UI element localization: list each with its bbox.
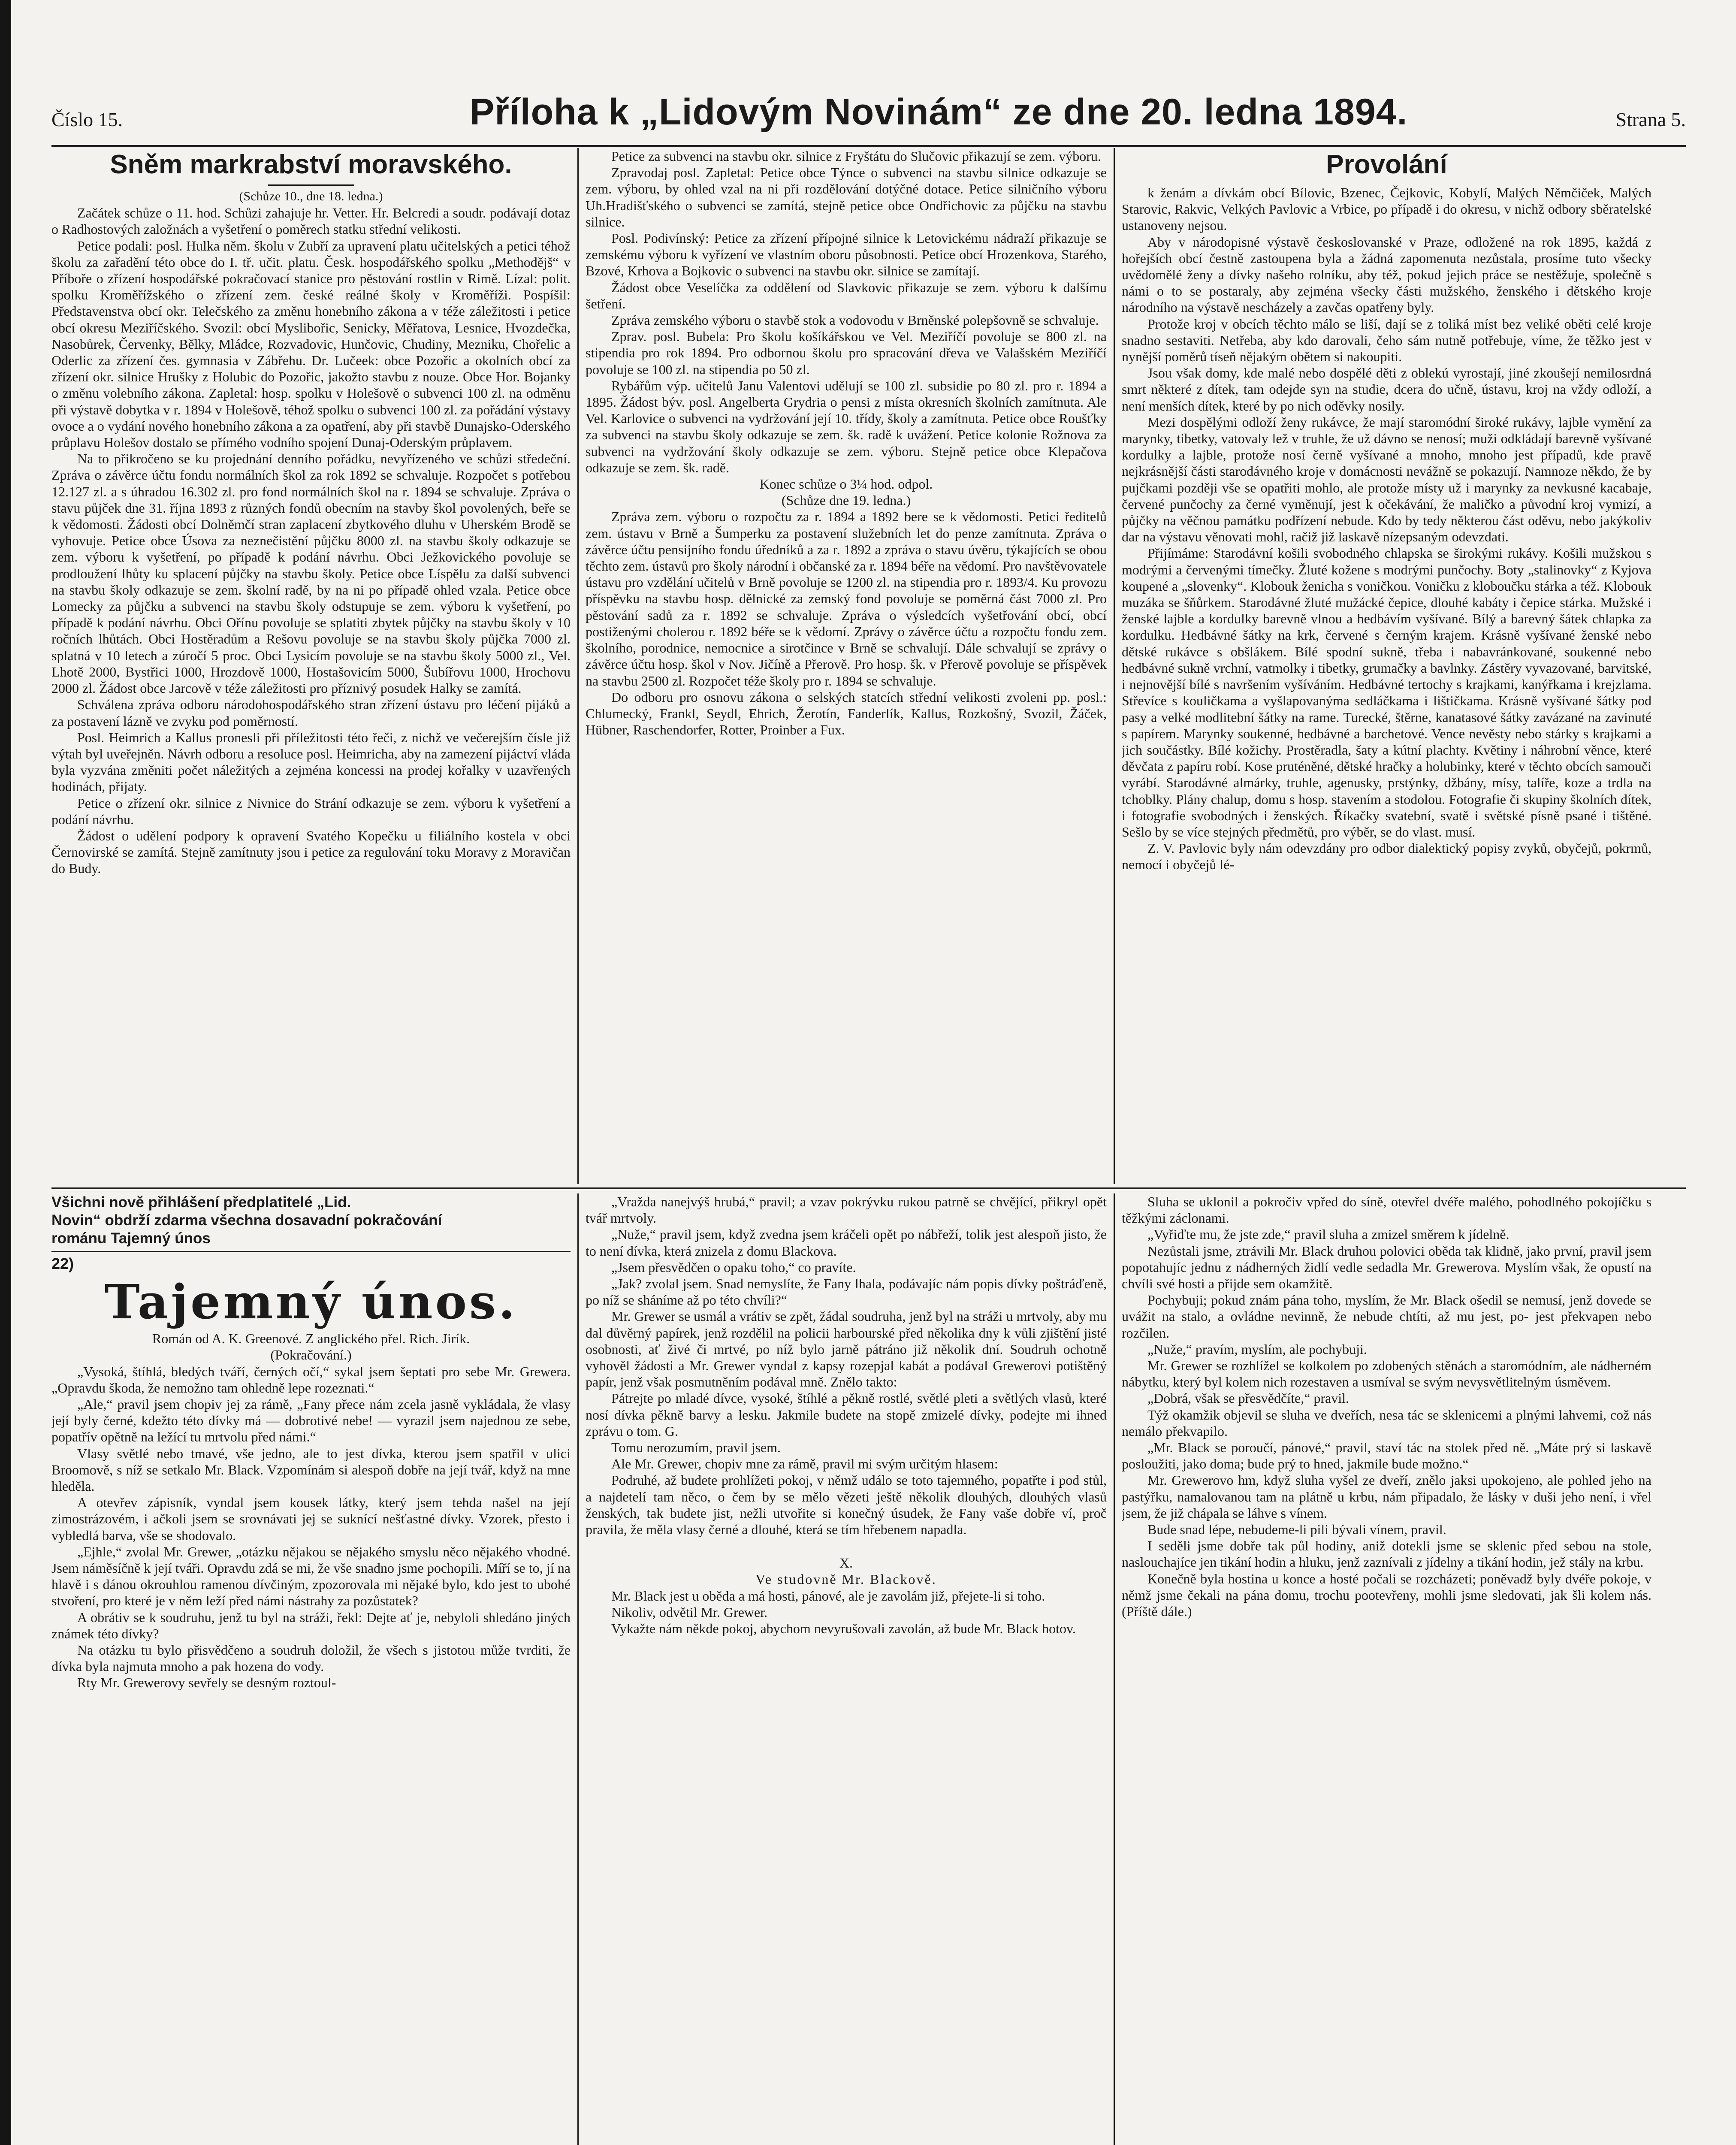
paragraph: Týž okamžik objevil se sluha ve dveřích, nesa tác se sklenicemi a plnými lahvemi, což nás nemálo překvapilo.: [1122, 1407, 1651, 1439]
installment-number: 22): [51, 1255, 74, 1272]
paragraph: „Mr. Black se poroučí, pánové,“ pravil, staví tác na stolek před ně. „Máte prý si laskavě posloužiti, jako doma; bude prý to hned, jakmile bude možno.“: [1122, 1440, 1651, 1472]
paragraph: Zpráva zem. výboru o rozpočtu za r. 1894 a 1892 bere se k vědomosti. Petici ředitelů zem. ústavu v Brně a Šumperku za postavení služebních let do penze zamítnuta. Zpráva o závěrce účtu pensijního fondu úředníků a za r. 1892 a zpráva o stavu úvěru, týkajících se obou těchto zem. ústavů pro školy národní i občanské za r. 1894 béře na vědomí. Pro navštěvovatele ústavu pro vzdělání učitelů v Brně povoluje se 1200 zl. na stipendia pro r. 1893/4. Ku provozu příspěvku na stavbu hosp. dělnické za zemský fond povoluje se poměrná část 7000 zl. Pro pěstování sadů za r. 1892 se schvaluje. Zpráva o výsledcích vyšetřování obcí, obcí postiženými cholerou r. 1892 béře se k vědomí. Zprávy o závěrce účtu a rozpočtu fondu zem. školního, porodnice, nemocnice a sirotčince v Brně se schvalují. Dále schvalují se zprávy o závěrce účtu hosp. škol v Nov. Jičíně a Přerově. Pro hosp. šk. v Přerově povoluje se příspěvek na stavbu 2500 zl. Rozpočet téže školy pro r. 1894 se schvaluje.: [586, 509, 1107, 689]
paragraph: „Ejhle,“ zvolal Mr. Grewer, „otázku nějakou se nějakého smyslu něco nějakého vhodné. Jsem náměsíčně k její tváři. Opravdu zdá se mi, že vše snadno jsme pochopili. Míří se to, jí na hlavě i s dánou okrouhlou ramenou dívčiným, zpozorovala mi nějaké bylo, kdo jest to ubohé stvoření, pro které je v něm leží před námi nástrahy za pozůstatek?: [51, 1544, 571, 1609]
session-date: (Schůze dne 19. ledna.): [781, 492, 911, 508]
paragraph: „Vysoká, štíhlá, bledých tváří, černých očí,“ sykal jsem šeptati pro sebe Mr. Grewera. „Opravdu škoda, že nemožno tam ohledně lepe rozeznati.“: [51, 1363, 571, 1396]
notice-rule: [51, 1251, 571, 1252]
paragraph: Tomu nerozumím, pravil jsem.: [611, 1440, 781, 1456]
paragraph: Protože kroj v obcích těchto málo se liší, dají se z toliká míst bez veliké oběti celé kroje snadno sestaviti. Netřeba, aby kdo darovali, čeho sám nutně potřebuje, víme, že těžko jest v nynější poměrů tíseň nějakým obětem si nakoupiti.: [1122, 316, 1651, 365]
paragraph: Rybářům výp. učitelů Janu Valentovi udělují se 100 zl. subsidie po 80 zl. pro r. 1894 a 1895. Žádost býv. posl. Angelberta Grydria o pensi z místa okresních školních zamítnuta. Ale Vel. Karlovice o subvenci na vydržování její 10. třídy, školy a zamítnuta. Petice obce Roušťky za subvenci na stavbu školy odkazuje se zem. šk. radě k uvážení. Petice kolonie Rožnova za subvenci na vydržování školy odkazuje se zem. výboru. Stejně petice obce Klepačova odkazuje se zem. šk. radě.: [586, 378, 1107, 475]
paragraph: Na to přikročeno se ku projednání denního pořádku, nevyřízeného ve schůzi středeční. Zpráva o závěrce účtu fondu normálních škol za rok 1892 se schvaluje. Rozpočet s potřebou 12.127 zl. a s úhradou 16.302 zl. pro fond normálních škol na r. 1894 se schvaluje. Zpráva o stavu půjček dne 31. října 1893 z různých fondů obecním na stavby škol povolených, beře se k vědomosti. Žádosti obcí Dolněmčí stran zaplacení zbytkového dluhu v Uherském Brodě se vyhovuje. Petice obce Úsova za neznečistění půjčku 8000 zl. na stavbu školy odkazuje se zem. výboru k vyšetření, po případě k podání návrhu. Obci Ježkovického povoluje se prodloužení lhůty ku splacení půjčky na stavbu školy. Petice obce Líspělu za další subvenci na stavbu školy odkazuje se zem. školní radě, by na ni po případě ohled vzala. Petice obce Lomecky za půjčku a subvenci na stavbu školy odstupuje se zem. výboru k vyšetření, po případě k podání návrhu. Obci Ořínu povoluje se splatiti zbytek půjčky na stavbu školy v 10 ročních lhůtách. Obci Hostěradům a Rešovu povoluje se na stavbu školy půjčka 7000 zl. splatná v 10 letech a zúročí 5 proc. Obci Lysicím povoluje se na stavbu školy 5000 zl., Vel. Lhotě 2000, Bystřici 1000, Hrozdově 1000, Hostašovicím 5000, Šubířovu 1000, Hrochovu 2000 zl. Žádost obce Jarcově v téže záležitosti pro příznivý posudek Halky se zamítá.: [51, 451, 571, 696]
paragraph: Ale Mr. Grewer, chopiv mne za rámě, pravil mi svým určitým hlasem:: [611, 1456, 998, 1472]
paragraph: Pochybuji; pokud znám pána toho, myslím, že Mr. Black ošedil se nemusí, jenž dovede se uvážit na stalo, a ovládne nevinně, že nebude chtíti, až mu jest, po- jest překvapen nebo rozčilen.: [1122, 1292, 1651, 1341]
session-end: Konec schůze o 3¼ hod. odpol.: [759, 476, 933, 492]
issue-number: Číslo 15.: [51, 109, 123, 130]
paragraph: „Vražda nanejvýš hrubá,“ pravil; a vzav pokrývku rukou patrně se chvějící, přikryl opět tvář mrtvoly.: [586, 1194, 1107, 1226]
continuation-note: (Pokračování.): [270, 1347, 352, 1363]
column-divider: [1114, 1193, 1115, 2145]
notice-line: Všichni nově přihlášení předplatitelé „Lid.: [51, 1194, 351, 1211]
paragraph: Jsou však domy, kde malé nebo dospělé děti z oblekú vyrostají, jiné zkoušejí nemilosrdná smrt některé z dítek, tam odejde syn na studie, dcera do učně, ústavu, kroj na vždy odloží, a není menších dítek, které by po nich oděvky nosily.: [1122, 365, 1651, 414]
page-header: [51, 91, 1686, 142]
proclamation-article: [1122, 146, 1651, 1184]
paragraph: Aby v národopisné výstavě českoslovanské v Praze, odložené na rok 1895, každá z hořejších obcí čestně zastoupena byla a žádná zapomenuta nezůstala, prosíme tuto všecky uvědomělé ženy a dívky našeho rolníku, aby též, pokud jejich práce se nestěžuje, společně s námi o to se postaraly, aby zejména všecky části mužského, ženského i dětského kroje národního na výstavě nescházely a zavčas opatřeny byly.: [1122, 234, 1651, 315]
proclamation-heading: Provolání: [1326, 150, 1447, 179]
parliament-article-continued: [586, 148, 1107, 1184]
paragraph: „Dobrá, však se přesvědčíte,“ pravil.: [1147, 1390, 1350, 1406]
paragraph: Petice o zřízení okr. silnice z Nivnice do Strání odkazuje se zem. výboru k vyšetření a podání návrhu.: [51, 795, 571, 827]
paragraph: Do odboru pro osnovu zákona o selských statcích střední velikosti zvoleni pp. posl.: Chlumecký, Frankl, Seydl, Ehrich, Žerotín, Fanderlík, Kallus, Rozkošný, Svozil, Žáček, Hübner, Raschendorfer, Rotter, Proinber a Fux.: [586, 689, 1107, 738]
paragraph: Petice za subvenci na stavbu okr. silnice z Fryštátu do Slučovic přikazují se zem. výboru.: [611, 148, 1101, 164]
paragraph: Sluha se uklonil a pokročiv vpřed do síně, otevřel dvéře malého, pohodlného pokojíčku s těžkými záclonami.: [1122, 1194, 1651, 1226]
paragraph: k ženám a dívkám obcí Bílovic, Bzenec, Čejkovic, Kobylí, Malých Němčiček, Malých Starovic, Rakvic, Velkých Pavlovic a Vrbice, po případě i do okresu, v nichž odbory sběratelské ustanoveny nejsou.: [1122, 185, 1651, 233]
paragraph: Schválena zpráva odboru národohospodářského stran zřízení ústavu pro léčení pijáků a za postavení lázně ve zvyku pod poměrností.: [51, 697, 571, 729]
novel-column-3: [1122, 1193, 1651, 2145]
page-title: Příloha k „Lidovým Novinám“ ze dne 20. ledna 1894.: [470, 91, 1408, 133]
paragraph: Podruhé, až budete prohlížeti pokoj, v němž událo se toto tajemného, popatřte i pod stůl, a najdetelí tam něco, o čem by se mělo vězeti ještě několik dlouhých, dlouhých vlasů ženských, tak budete jist, nežli utvořite si konečný úsudek, že Fany vaše dobře ví, proč pravila, že měla vlasy černé a dlouhé, která se tím hřebenem napadla.: [586, 1472, 1107, 1538]
subscriber-notice: [51, 1193, 571, 1248]
paragraph: Posl. Podivínský: Petice za zřízení přípojné silnice k Letovickému nádraží přikazuje se zemskému výboru k vyřízení ve vlastním oboru působnosti. Petice obcí Hrozenkova, Starého, Bzové, Krhova a Bojkovic o subvenci na stavbu okr. silnice se zamítají.: [586, 230, 1107, 279]
paragraph: Mezi dospělými odloží ženy rukávce, že mají staromódní široké rukávy, lajble vymění za marynky, tibetky, vatovaly lež v truhle, že už dávno se nenosí; muži odkládají barevně vyšívané kordulky a lajble, protože nosí černě vyšívané a mnoho, mnoho jest případů, kde pravě nejkrásnější části starodávného kroje v domácnosti nevážně se pokazují. Namnoze někdo, že by pujčkami později vše se opatřiti mohlo, ale protože místy už i marynky za nevkusné kacabaje, červené punčochy za černé vyměnují, jest k očekávání, že maličko a původní kroj vymizí, a půjčky na věčnou památku podřízení nebude. Kdo by tedy některou část oděvu, nebo jakýkoliv dar na výstavu věnovati mohl, račiž již laskavě nízepsaným odevzdati.: [1122, 414, 1651, 545]
page-edge: [0, 0, 11, 2145]
paragraph: Zprav. posl. Bubela: Pro školu košíkářskou ve Vel. Meziříčí povoluje se 800 zl. na stipendia pro rok 1894. Pro odbornou školu pro spracování dřeva ve Valašském Meziříčí povoluje se 100 zl. na stipendia po 50 zl.: [586, 329, 1107, 377]
paragraph: Zpravodaj posl. Zapletal: Petice obce Týnce o subvenci na stavbu silnice odkazuje se zem. výboru, by ohled vzal na ni při rozdělování dotýčné dotace. Petice silničního výboru Uh.Hradišťského o subvenci se zamítá, stejně petice obce Ondřichovic za půjčku na stavbu silnice.: [586, 165, 1107, 230]
paragraph: Zpráva zemského výboru o stavbě stok a vodovodu v Brněnské polepšovně se schvaluje.: [611, 312, 1099, 328]
column-divider: [577, 148, 579, 1184]
notice-line: Novin“ obdrží zdarma všechna dosavadní pokračování: [51, 1212, 442, 1229]
paragraph: Na otázku tu bylo přisvědčeno a soudruh doložil, že všech s jistotou může tvrditi, že dívka byla najmuta mnoho a pak hozena do vody.: [51, 1642, 571, 1674]
paragraph: Mr. Grewer se rozhlížel se kolkolem po zdobených stěnách a staromódním, ale nádherném nábytku, který byl kolem nich rozestaven a usmíval se svým nevysvětlitelným úsměvem.: [1122, 1358, 1651, 1390]
novel-column-1: [51, 1193, 571, 2145]
paragraph: „Ale,“ pravil jsem chopiv jej za rámě, „Fany přece nám zcela jasně vykládala, že vlasy její byly černé, kdežto této dívky má — dobrotivé nebe! — vyrazil jsem najednou ze sebe, popatřív opětně na ležící tu mrtvolu před námi.“: [51, 1396, 571, 1445]
paragraph: Žádost obce Veselíčka za oddělení od Slavkovic přikazuje se zem. výboru k dalšímu šetření.: [586, 279, 1107, 311]
chapter-number: X.: [839, 1555, 853, 1571]
paragraph: „Vyřiďte mu, že jste zde,“ pravil sluha a zmizel směrem k jídelně.: [1147, 1227, 1510, 1242]
paragraph: Z. V. Pavlovic byly nám odevzdány pro odbor dialektický popisy zvyků, obyčejů, pokrmů, nemocí i obyčejů lé-: [1122, 840, 1651, 873]
paragraph: Mr. Grewer se usmál a vrátiv se zpět, žádal soudruha, jenž byl na stráži u mrtvoly, aby mu dal důvěrný papírek, jenž rozdělil na policii harbourské před několika dny k vůli zjištění jisté osobnosti, ať živé či mrtvé, po níž bylo jarně pátráno již několik dní. Soudruh ochotně vyhověl žádosti a Mr. Grewer vyndal z kapsy rozepjal kabát a podával Grewerovi potištěný papír, jenž však posmutněním podával mně. Znělo takto:: [586, 1308, 1107, 1390]
novel-title: Tajemný únos.: [104, 1274, 518, 1330]
paragraph: Bude snad lépe, nebudeme-li pili bývali vínem, pravil.: [1147, 1522, 1446, 1538]
paragraph: A otevřev zápisník, vyndal jsem kousek látky, který jsem tehda našel na její zimostrázovém, i ačkoli jsem se srovnávati jej se suknící nešťastné dívky. Vzorek, přesto i vybledlá barva, vše se shodovalo.: [51, 1495, 571, 1543]
paragraph: I seděli jsme dobře tak půl hodiny, aniž dotekli jsme se sklenic před sebou na stole, naslouchajíce jen tikání hodin a hluku, jenž zaznívali z jídelny a tikání hodin, jež stály na krbu.: [1122, 1538, 1651, 1570]
column-divider: [577, 1193, 579, 2145]
paragraph: Přijímáme: Starodávní košili svobodného chlapska se širokými rukávy. Košili mužskou s modrými a červenými tímečky. Žluté kožene s modrými punčochy. Boty „stalinovky“ z Kyjova koupené a „slovenky“. Klobouk ženicha s voničkou. Voničku z kloboučku stárka a též. Klobouk muzáka se šňůrkem. Starodávné žluté mužácké čepice, dlouhé kabáty i čepice stárka. Mužské i ženské lajble a kordulky barevně vlnou a hedbávím vyšívané. Bílý a barevný šátek chlapka za kordulku. Hedbávné šátky na krk, červené s černým krajem. Krásně vyšívané ženské nebo dětské rukávce s obšlákem. Bílé spodní sukně, třeba i nabavránkované, soukenné nebo hedbávné sukně vrchní, vatmolky i tibetky, grumačky a bavlnky. Zástěry vyvazované, barvitské, i nejnovější bílé s navršením vyšíváním. Hedbávné tertochy s krajkami, kanýřkama i krejzlama. Střevíce s kouličkama a vyšlapovanýma sedláčkama i lištičkama. Krásně vyšívané šátky pod pasy a velké modlitební šátky na rame. Turecké, štěrne, kanatasové šátky zavázané na zavinuté s papírem. Marynky soukenné, hedbávné a barchetové. Vence nevěsty nebo stárky s krajkami a jich součástky. Bílé kožichy. Prostěradla, šaty a kútní plachty. Květiny i náhrobní věnce, které děvčata z papíru robí. Kose pruténěné, dětské hračky a holubinky, které v těchto obcích samouči vyrábí. Starodávné almárky, truhle, agenusky, prstýnky, džbány, mísy, talíře, koze a trdla na tchoblky. Plány chalup, domu s hosp. stavením a stodolou. Fotografie či skupiny školních dítek, i fotografie svobodných i ženských. Říkačky svatební, svatě i světské písně psané i tištěné. Sešlo by se více stejných předmětů, pro výběr, se do vlast. musí.: [1122, 545, 1651, 840]
paragraph: Rty Mr. Grewerovy sevřely se desným roztoul-: [77, 1675, 336, 1691]
paragraph: „Jak? zvolal jsem. Snad nemyslíte, že Fany lhala, podávajíc nám popis dívky poštráďeně, po níž se sháníme až po této chvíli?“: [586, 1276, 1107, 1308]
parliament-heading: Sněm markrabství moravského.: [110, 150, 512, 179]
novel-byline: Román od A. K. Greenové. Z anglického přel. Rich. Jirík.: [152, 1331, 470, 1347]
session-date: (Schůze 10., dne 18. ledna.): [239, 189, 383, 203]
paragraph: Mr. Black jest u oběda a má hosti, pánové, ale je zavolám již, přejete-li si toho.: [611, 1588, 1045, 1604]
notice-line: románu Tajemný únos: [51, 1230, 211, 1247]
paragraph: Posl. Heimrich a Kallus pronesli při příležitosti této řeči, z nichž ve večerejším čísle již výtah byl uveřejněn. Návrh odboru a resoluce posl. Heimricha, aby na zamezení pijáctví vláda byla vyzvána změniti počet náležitých a zejména koncessi na prodej kořalky v uzavřených hodinách, přijaty.: [51, 729, 571, 795]
paragraph: Pátrejte po mladé dívce, vysoké, štíhlé a pěkně rostlé, světlé pleti a světlých vlasů, které nosí dívka pěkně barvy a lesku. Jakmile budete na stopě zmizelé dívky, podejte mi ihned zprávu o tom. G.: [586, 1390, 1107, 1439]
paragraph: A obrátiv se k soudruhu, jenž tu byl na stráži, řekl: Dejte ať je, nebyloli shledáno jiných známek této dívky?: [51, 1609, 571, 1641]
heading-rule: [268, 184, 354, 186]
paragraph: Petice podali: posl. Hulka něm. školu v Zubří za upravení platu učitelských a petici téhož školu za zařadění této obce do I. tř. učit. platu. Česk. hospodářského spolku „Methodějš“ v Příboře o zřízení hospodářské pokračovací stanice pro pěstování rostlin v Rimě. Lízal: polit. spolku Kroměřížského o zřízení zem. české reálné školy v Kroměříži. Pospíšil: Představenstva obcí okr. Telečského za změnu honebního zákona a v téže záležitosti i petice obcí okresu Meziříčského. Svozil: obcí Myslibořic, Senicky, Měřatova, Lesnice, Hvozdečka, Nasobůrek, Červenky, Bělky, Mládce, Rozvadovic, Hunčovic, Chudiny, Mezniku, Chořelic a Oderlic za zřízení čes. gymnasia v Zábřehu. Dr. Lučeek: obce Pozořic a okolních obcí za zřízení okr. silnice Hrušky z Holubic do Pozořic, jakožto stavbu z nouze. Obce Hor. Bojanky o změnu volebního zákona. Zapletal: hosp. spolku v Holešově o subvenci 100 zl. na odměnu při výstavě dobytka v r. 1894 v Holešově, téhož spolku o subvenci 100 zl. za pořádání výstavy ovoce a o vydání nového honebního zákona a za opatření, aby při stavbě Dunajsko-Oderského průplavu Holešov dostalo se přímého vodního spojení Dunaj-Oderským průplavem.: [51, 238, 571, 450]
paragraph: „Nuže,“ pravím, myslím, ale pochybuji.: [1147, 1341, 1367, 1357]
paragraph: Vlasy světlé nebo tmavé, vše jedno, ale to jest dívka, kterou jsem spatřil v ulici Broomově, s níž se setkalo Mr. Black. Vzpomínám si alespoň dobře na její tvář, když na mne hleděla.: [51, 1445, 571, 1494]
paragraph: „Nuže,“ pravil jsem, když zvedna jsem kráčeli opět po nábřeží, tolik jest alespoň jisto, že to není dívka, která znizela z domu Blackova.: [586, 1227, 1107, 1259]
chapter-title: Ve studovně Mr. Blackově.: [755, 1571, 937, 1587]
page-number: Strana 5.: [1615, 109, 1686, 130]
column-divider: [1114, 148, 1115, 1184]
paragraph: Konečně byla hostina u konce a hosté počali se rozcházeti; poněvadž byly dvéře pokoje, v němž jsme čekali na pána domu, trochu pootevřeny, mohli jsme sledovati, jak šli kolem nás. (Příště dále.): [1122, 1571, 1651, 1619]
paragraph: Žádost o udělení podpory k opravení Svatého Kopečku u filiálního kostela v obci Černovirské se zamítá. Stejně zamítnuty jsou i petice za regulování toku Moravy z Moravičan do Budy.: [51, 828, 571, 876]
paragraph: Nikoliv, odvětil Mr. Grewer.: [611, 1604, 768, 1620]
paragraph: „Jsem přesvědčen o opaku toho,“ co pravíte.: [611, 1259, 856, 1275]
paragraph: Začátek schůze o 11. hod. Schůzi zahajuje hr. Vetter. Hr. Belcredi a soudr. podávají dotaz o Radhostových založnách a vyšetření o poměrech statku střední velikosti.: [51, 205, 571, 237]
novel-column-2: [586, 1193, 1107, 2145]
parliament-article: [51, 146, 571, 1184]
paragraph: Mr. Grewerovo hm, když sluha vyšel ze dveří, znělo jaksi upokojeno, ale pohled jeho na pastýřku, namalovanou tam na plátně u krbu, nám připadalo, že lásky v duši jeho není, i vřel jsem, že již chápala se láhve s vínem.: [1122, 1472, 1651, 1521]
paragraph: Nezůstali jsme, ztrávili Mr. Black druhou polovici oběda tak klidně, jako první, pravil jsem popotahujíc jednu z nádherných židlí vedle sedadla Mr. Grewerova. Myslím však, že opustí na chvíli své hosti a přijde sem okamžitě.: [1122, 1243, 1651, 1292]
paragraph: Vykažte nám někde pokoj, abychom nevyrušovali zavolán, až bude Mr. Black hotov.: [611, 1621, 1076, 1637]
section-rule: [51, 1187, 1686, 1189]
